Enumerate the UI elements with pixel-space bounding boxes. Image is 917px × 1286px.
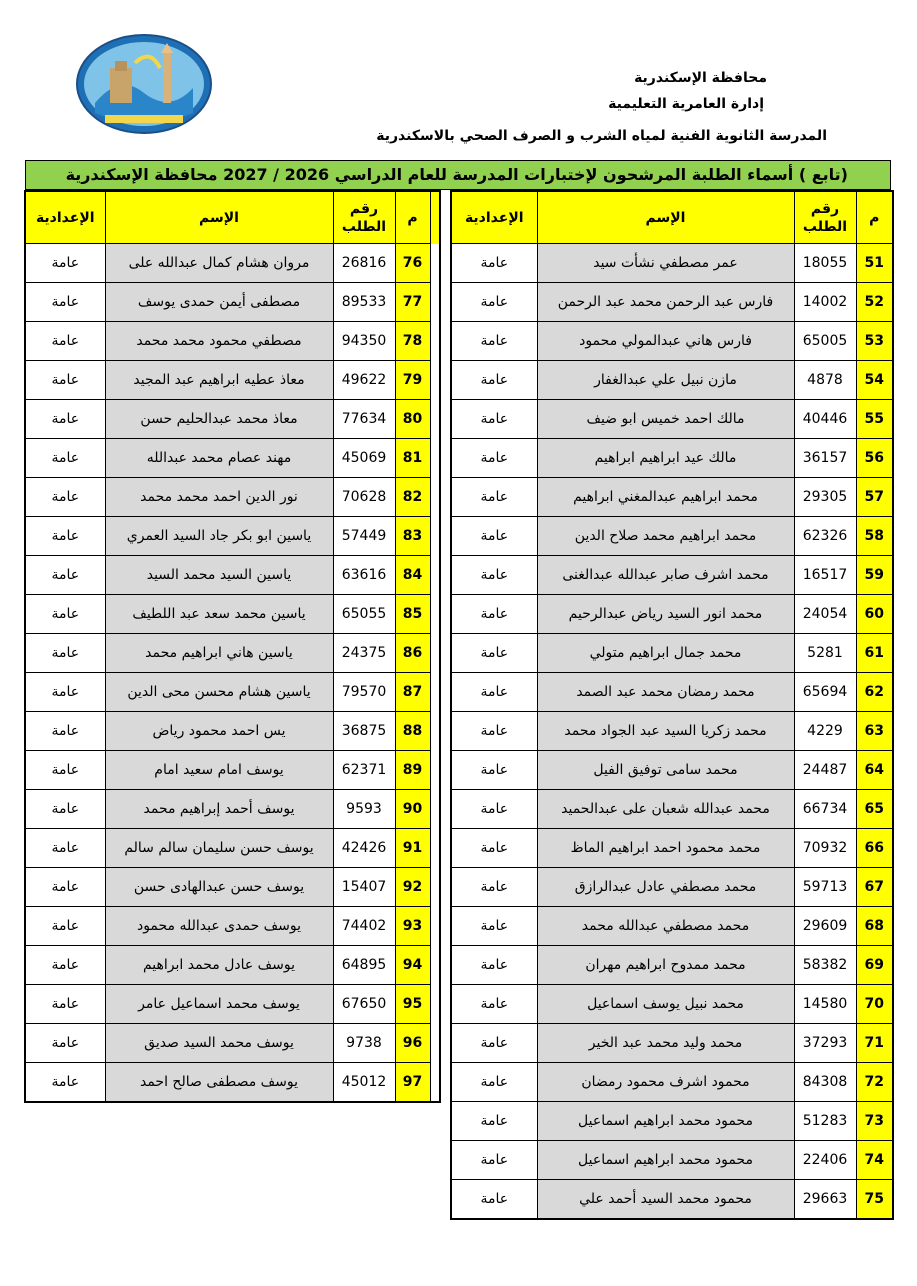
row-number-cell: 51: [856, 244, 893, 283]
column-header-prep: الإعدادية: [25, 191, 105, 244]
row-number-cell: 54: [856, 361, 893, 400]
table-row: [451, 322, 893, 361]
row-number-cell: 79: [395, 361, 430, 400]
prep-type-cell: عامة: [451, 1141, 537, 1180]
seat-number-cell: 14002: [794, 283, 856, 322]
prep-type-cell: عامة: [25, 361, 105, 400]
seat-number-cell: 70932: [794, 829, 856, 868]
spacer: [430, 361, 440, 400]
seat-number-cell: 14580: [794, 985, 856, 1024]
seat-number-cell: 18055: [794, 244, 856, 283]
seat-number-cell: 16517: [794, 556, 856, 595]
row-number-cell: 95: [395, 985, 430, 1024]
seat-number-cell: 24487: [794, 751, 856, 790]
right-students-table: [450, 190, 894, 1220]
student-name-cell: يوسف أحمد إبراهيم محمد: [105, 790, 333, 829]
spacer: [430, 985, 440, 1024]
seat-number-cell: 22406: [794, 1141, 856, 1180]
table-row: [451, 283, 893, 322]
seat-number-cell: 89533: [333, 283, 395, 322]
spacer: [430, 322, 440, 361]
student-name-cell: محمود محمد السيد أحمد علي: [537, 1180, 794, 1220]
table-row: [451, 361, 893, 400]
spacer: [430, 478, 440, 517]
table-row: [451, 244, 893, 283]
prep-type-cell: عامة: [25, 439, 105, 478]
column-header-no: م: [395, 191, 430, 244]
prep-type-cell: عامة: [451, 1102, 537, 1141]
seat-number-cell: 45069: [333, 439, 395, 478]
school-logo: [75, 33, 213, 135]
table-row: [25, 634, 440, 673]
seat-number-cell: 15407: [333, 868, 395, 907]
table-row: [25, 985, 440, 1024]
spacer: [430, 946, 440, 985]
table-row: [451, 517, 893, 556]
student-name-cell: محمود اشرف محمود رمضان: [537, 1063, 794, 1102]
prep-type-cell: عامة: [451, 1180, 537, 1220]
student-name-cell: عمر مصطفي نشأت سيد: [537, 244, 794, 283]
table-row: [451, 946, 893, 985]
student-name-cell: محمد جمال ابراهيم متولي: [537, 634, 794, 673]
student-name-cell: فارس هاني عبدالمولي محمود: [537, 322, 794, 361]
prep-type-cell: عامة: [451, 673, 537, 712]
spacer: [430, 191, 440, 244]
row-number-cell: 84: [395, 556, 430, 595]
table-row: [451, 790, 893, 829]
row-number-cell: 71: [856, 1024, 893, 1063]
student-name-cell: مروان هشام كمال عبدالله على: [105, 244, 333, 283]
student-name-cell: ياسين ابو بكر جاد السيد العمري: [105, 517, 333, 556]
prep-type-cell: عامة: [25, 478, 105, 517]
prep-type-cell: عامة: [25, 556, 105, 595]
spacer: [430, 1063, 440, 1103]
table-row: [25, 712, 440, 751]
prep-type-cell: عامة: [451, 556, 537, 595]
seat-number-cell: 9738: [333, 1024, 395, 1063]
student-name-cell: يوسف حسن عبدالهادى حسن: [105, 868, 333, 907]
prep-type-cell: عامة: [451, 868, 537, 907]
table-row: [451, 1180, 893, 1220]
prep-type-cell: عامة: [25, 244, 105, 283]
spacer: [430, 517, 440, 556]
row-number-cell: 85: [395, 595, 430, 634]
table-row: [25, 595, 440, 634]
seat-number-cell: 59713: [794, 868, 856, 907]
prep-type-cell: عامة: [451, 400, 537, 439]
table-row: [25, 400, 440, 439]
prep-type-cell: عامة: [451, 283, 537, 322]
spacer: [430, 400, 440, 439]
student-name-cell: مالك احمد خميس ابو ضيف: [537, 400, 794, 439]
table-row: [451, 985, 893, 1024]
table-row: [25, 556, 440, 595]
row-number-cell: 87: [395, 673, 430, 712]
table-row: [25, 283, 440, 322]
spacer: [430, 829, 440, 868]
row-number-cell: 60: [856, 595, 893, 634]
prep-type-cell: عامة: [451, 517, 537, 556]
column-header-name: الإسم: [105, 191, 333, 244]
prep-type-cell: عامة: [25, 907, 105, 946]
student-name-cell: معاذ محمد عبدالحليم حسن: [105, 400, 333, 439]
row-number-cell: 55: [856, 400, 893, 439]
row-number-cell: 68: [856, 907, 893, 946]
student-name-cell: ياسين محمد سعد عبد اللطيف: [105, 595, 333, 634]
prep-type-cell: عامة: [25, 1024, 105, 1063]
row-number-cell: 56: [856, 439, 893, 478]
table-row: [25, 439, 440, 478]
spacer: [430, 244, 440, 283]
spacer: [430, 634, 440, 673]
seat-number-cell: 4229: [794, 712, 856, 751]
student-name-cell: محمد انور السيد رياض عبدالرحيم: [537, 595, 794, 634]
column-header-no: م: [856, 191, 893, 244]
table-row: [451, 1063, 893, 1102]
seat-number-cell: 36157: [794, 439, 856, 478]
row-number-cell: 70: [856, 985, 893, 1024]
table-row: [451, 673, 893, 712]
seat-number-cell: 66734: [794, 790, 856, 829]
student-name-cell: مصطفى أيمن حمدى يوسف: [105, 283, 333, 322]
table-row: [25, 478, 440, 517]
seat-number-cell: 36875: [333, 712, 395, 751]
table-row: [25, 361, 440, 400]
table-row: [451, 1141, 893, 1180]
prep-type-cell: عامة: [451, 361, 537, 400]
table-row: [451, 829, 893, 868]
student-name-cell: محمد مصطفي عادل عبدالرازق: [537, 868, 794, 907]
student-name-cell: مهند عصام محمد عبدالله: [105, 439, 333, 478]
table-row: [25, 1024, 440, 1063]
seat-number-cell: 49622: [333, 361, 395, 400]
table-row: [25, 946, 440, 985]
student-name-cell: ياسين هشام محسن محى الدين: [105, 673, 333, 712]
table-row: [451, 907, 893, 946]
row-number-cell: 81: [395, 439, 430, 478]
table-row: [25, 751, 440, 790]
table-row: [25, 868, 440, 907]
seat-number-cell: 62371: [333, 751, 395, 790]
spacer: [430, 1024, 440, 1063]
prep-type-cell: عامة: [25, 1063, 105, 1103]
prep-type-cell: عامة: [451, 751, 537, 790]
list-banner: (تابع ) أسماء الطلبة المرشحون لإختبارات المدرسة للعام الدراسي 2026 / 2027 محافظة الإسكندرية: [25, 160, 891, 190]
prep-type-cell: عامة: [25, 985, 105, 1024]
prep-type-cell: عامة: [25, 829, 105, 868]
table-row: [451, 634, 893, 673]
row-number-cell: 80: [395, 400, 430, 439]
row-number-cell: 66: [856, 829, 893, 868]
table-row: [25, 907, 440, 946]
prep-type-cell: عامة: [25, 946, 105, 985]
spacer: [430, 907, 440, 946]
row-number-cell: 96: [395, 1024, 430, 1063]
table-row: [451, 751, 893, 790]
seat-number-cell: 40446: [794, 400, 856, 439]
spacer: [430, 868, 440, 907]
student-name-cell: يوسف محمد اسماعيل عامر: [105, 985, 333, 1024]
row-number-cell: 82: [395, 478, 430, 517]
prep-type-cell: عامة: [451, 439, 537, 478]
row-number-cell: 57: [856, 478, 893, 517]
student-name-cell: مازن نبيل علي عبدالغفار: [537, 361, 794, 400]
table-row: [25, 244, 440, 283]
student-name-cell: يوسف محمد السيد صديق: [105, 1024, 333, 1063]
seat-number-cell: 63616: [333, 556, 395, 595]
row-number-cell: 74: [856, 1141, 893, 1180]
student-name-cell: محمد نبيل يوسف اسماعيل: [537, 985, 794, 1024]
prep-type-cell: عامة: [451, 634, 537, 673]
seat-number-cell: 84308: [794, 1063, 856, 1102]
prep-type-cell: عامة: [25, 790, 105, 829]
row-number-cell: 72: [856, 1063, 893, 1102]
table-row: [25, 673, 440, 712]
student-name-cell: يوسف حمدى عبدالله محمود: [105, 907, 333, 946]
row-number-cell: 53: [856, 322, 893, 361]
prep-type-cell: عامة: [451, 985, 537, 1024]
student-name-cell: محمد زكريا السيد عبد الجواد محمد: [537, 712, 794, 751]
student-name-cell: نور الدين احمد محمد محمد: [105, 478, 333, 517]
seat-number-cell: 65005: [794, 322, 856, 361]
table-row: [451, 400, 893, 439]
table-row: [25, 322, 440, 361]
prep-type-cell: عامة: [451, 1024, 537, 1063]
row-number-cell: 65: [856, 790, 893, 829]
student-name-cell: محمد ابراهيم عبدالمغني ابراهيم: [537, 478, 794, 517]
seat-number-cell: 62326: [794, 517, 856, 556]
seat-number-cell: 77634: [333, 400, 395, 439]
prep-type-cell: عامة: [451, 712, 537, 751]
table-row: [25, 1063, 440, 1103]
table-header-row: [25, 191, 440, 244]
spacer: [430, 673, 440, 712]
row-number-cell: 78: [395, 322, 430, 361]
student-name-cell: يوسف عادل محمد ابراهيم: [105, 946, 333, 985]
column-header-seat: رقم الطلب: [794, 191, 856, 244]
row-number-cell: 73: [856, 1102, 893, 1141]
table-row: [451, 478, 893, 517]
prep-type-cell: عامة: [25, 400, 105, 439]
seat-number-cell: 57449: [333, 517, 395, 556]
table-row: [451, 868, 893, 907]
student-name-cell: محمد محمود احمد ابراهيم الماظ: [537, 829, 794, 868]
spacer: [430, 595, 440, 634]
row-number-cell: 52: [856, 283, 893, 322]
prep-type-cell: عامة: [25, 751, 105, 790]
seat-number-cell: 64895: [333, 946, 395, 985]
student-name-cell: محمد ابراهيم محمد صلاح الدين: [537, 517, 794, 556]
seat-number-cell: 45012: [333, 1063, 395, 1103]
student-name-cell: ياسين السيد محمد السيد: [105, 556, 333, 595]
table-row: [451, 1024, 893, 1063]
prep-type-cell: عامة: [25, 634, 105, 673]
seat-number-cell: 74402: [333, 907, 395, 946]
row-number-cell: 67: [856, 868, 893, 907]
table-row: [25, 517, 440, 556]
spacer: [430, 751, 440, 790]
row-number-cell: 69: [856, 946, 893, 985]
seat-number-cell: 4878: [794, 361, 856, 400]
student-name-cell: فارس عبد الرحمن محمد عبد الرحمن: [537, 283, 794, 322]
student-name-cell: يوسف مصطفى صالح احمد: [105, 1063, 333, 1103]
row-number-cell: 75: [856, 1180, 893, 1220]
student-name-cell: محمود محمد ابراهيم اسماعيل: [537, 1102, 794, 1141]
student-name-cell: محمد رمضان محمد عبد الصمد: [537, 673, 794, 712]
seat-number-cell: 58382: [794, 946, 856, 985]
spacer: [430, 556, 440, 595]
spacer: [430, 712, 440, 751]
prep-type-cell: عامة: [451, 244, 537, 283]
row-number-cell: 91: [395, 829, 430, 868]
prep-type-cell: عامة: [451, 946, 537, 985]
student-name-cell: يوسف حسن سليمان سالم سالم: [105, 829, 333, 868]
left-students-table: [24, 190, 441, 1103]
table-row: [25, 790, 440, 829]
seat-number-cell: 67650: [333, 985, 395, 1024]
prep-type-cell: عامة: [25, 868, 105, 907]
seat-number-cell: 51283: [794, 1102, 856, 1141]
spacer: [430, 790, 440, 829]
student-name-cell: مالك عيد ابراهيم ابراهيم: [537, 439, 794, 478]
student-name-cell: محمود محمد ابراهيم اسماعيل: [537, 1141, 794, 1180]
seat-number-cell: 24054: [794, 595, 856, 634]
row-number-cell: 83: [395, 517, 430, 556]
governorate-title: محافظة الإسكندرية: [634, 70, 767, 86]
student-name-cell: محمد مصطفي عبدالله محمد: [537, 907, 794, 946]
seat-number-cell: 9593: [333, 790, 395, 829]
student-name-cell: محمد سامى توفيق الفيل: [537, 751, 794, 790]
row-number-cell: 62: [856, 673, 893, 712]
row-number-cell: 88: [395, 712, 430, 751]
seat-number-cell: 26816: [333, 244, 395, 283]
row-number-cell: 63: [856, 712, 893, 751]
row-number-cell: 76: [395, 244, 430, 283]
table-row: [451, 595, 893, 634]
column-header-seat: رقم الطلب: [333, 191, 395, 244]
student-name-cell: يس احمد محمود رياض: [105, 712, 333, 751]
prep-type-cell: عامة: [25, 517, 105, 556]
student-name-cell: يوسف امام سعيد امام: [105, 751, 333, 790]
student-name-cell: محمد ممدوح ابراهيم مهران: [537, 946, 794, 985]
row-number-cell: 61: [856, 634, 893, 673]
prep-type-cell: عامة: [451, 1063, 537, 1102]
prep-type-cell: عامة: [451, 907, 537, 946]
row-number-cell: 59: [856, 556, 893, 595]
student-name-cell: محمد اشرف صابر عبدالله عبدالغنى: [537, 556, 794, 595]
column-header-prep: الإعدادية: [451, 191, 537, 244]
row-number-cell: 58: [856, 517, 893, 556]
prep-type-cell: عامة: [451, 595, 537, 634]
prep-type-cell: عامة: [451, 829, 537, 868]
row-number-cell: 97: [395, 1063, 430, 1103]
row-number-cell: 90: [395, 790, 430, 829]
column-header-name: الإسم: [537, 191, 794, 244]
row-number-cell: 77: [395, 283, 430, 322]
seat-number-cell: 5281: [794, 634, 856, 673]
student-name-cell: محمد وليد محمد عبد الخير: [537, 1024, 794, 1063]
prep-type-cell: عامة: [25, 283, 105, 322]
row-number-cell: 94: [395, 946, 430, 985]
row-number-cell: 64: [856, 751, 893, 790]
seat-number-cell: 65055: [333, 595, 395, 634]
seat-number-cell: 79570: [333, 673, 395, 712]
table-row: [451, 712, 893, 751]
seat-number-cell: 94350: [333, 322, 395, 361]
prep-type-cell: عامة: [451, 322, 537, 361]
table-row: [451, 1102, 893, 1141]
spacer: [430, 283, 440, 322]
table-row: [451, 439, 893, 478]
student-name-cell: محمد عبدالله شعبان على عبدالحميد: [537, 790, 794, 829]
student-name-cell: مصطفي محمود محمد محمد: [105, 322, 333, 361]
seat-number-cell: 29609: [794, 907, 856, 946]
prep-type-cell: عامة: [25, 322, 105, 361]
table-row: [25, 829, 440, 868]
seat-number-cell: 29663: [794, 1180, 856, 1220]
seat-number-cell: 37293: [794, 1024, 856, 1063]
row-number-cell: 92: [395, 868, 430, 907]
spacer: [430, 439, 440, 478]
seat-number-cell: 24375: [333, 634, 395, 673]
seat-number-cell: 70628: [333, 478, 395, 517]
school-title: المدرسة الثانوية الفنية لمياه الشرب و الصرف الصحي بالاسكندرية: [376, 128, 827, 144]
prep-type-cell: عامة: [25, 595, 105, 634]
row-number-cell: 93: [395, 907, 430, 946]
prep-type-cell: عامة: [25, 712, 105, 751]
seat-number-cell: 65694: [794, 673, 856, 712]
prep-type-cell: عامة: [25, 673, 105, 712]
table-header-row: [451, 191, 893, 244]
student-name-cell: ياسين هاني ابراهيم محمد: [105, 634, 333, 673]
prep-type-cell: عامة: [451, 478, 537, 517]
student-name-cell: معاذ عطيه ابراهيم عبد المجيد: [105, 361, 333, 400]
seat-number-cell: 29305: [794, 478, 856, 517]
seat-number-cell: 42426: [333, 829, 395, 868]
table-row: [451, 556, 893, 595]
row-number-cell: 89: [395, 751, 430, 790]
administration-title: إدارة العامرية التعليمية: [608, 96, 764, 112]
row-number-cell: 86: [395, 634, 430, 673]
prep-type-cell: عامة: [451, 790, 537, 829]
